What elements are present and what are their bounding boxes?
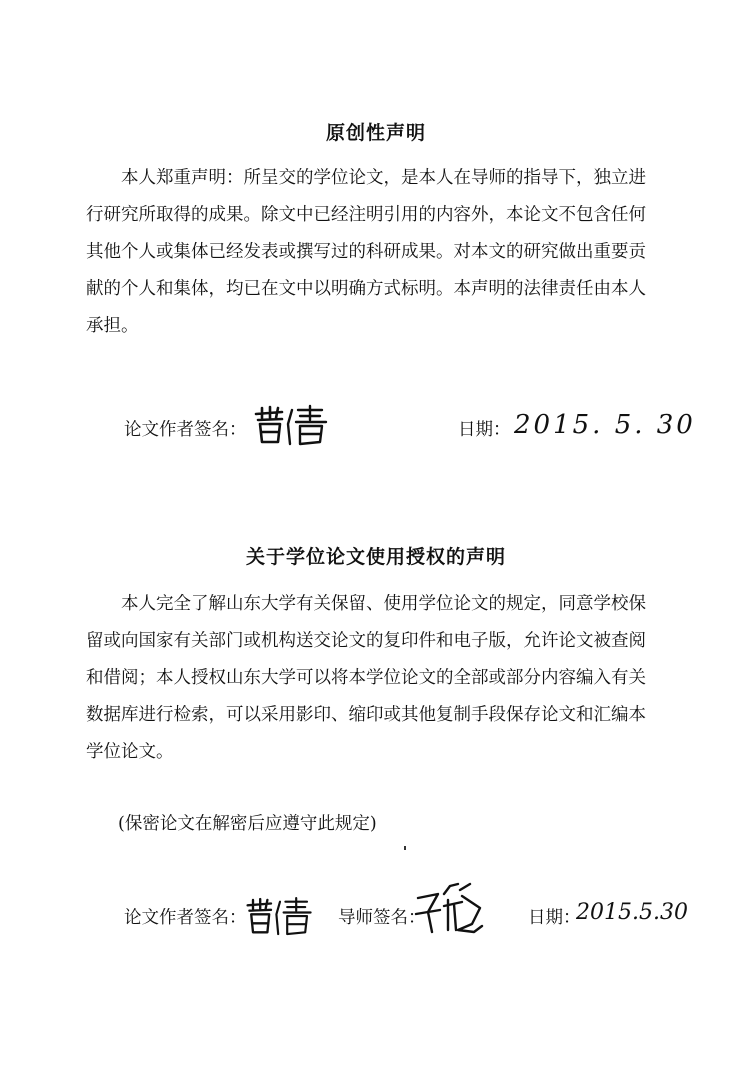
confidential-note: (保密论文在解密后应遵守此规定) [118,814,377,834]
author-signature-label-2: 论文作者签名： [124,908,247,928]
author-signature-handwriting-2 [244,894,316,940]
date-label-2: 日期： [528,908,581,928]
authorization-declaration-title: 关于学位论文使用授权的声明 [245,546,506,568]
authorization-signature-row [124,892,688,936]
date-handwriting: 2015. 5. 30 [514,410,696,440]
authorization-declaration-paragraph: 本人完全了解山东大学有关保留、使用学位论文的规定，同意学校保留或向国家有关部门或机构送交论文的复印件和电子版，允许论文被查阅和借阅；本人授权山东大学可以将本学位论文的全部或部分内容编入有关数据库进行检索，可以采用影印、缩印或其他复制手段保存论文和汇编本学位论文。 [86,594,646,762]
date-handwriting-2: 2015.5.30 [576,900,688,925]
scan-speck [404,846,406,850]
author-signature-label: 论文作者签名： [124,420,247,440]
originality-declaration-paragraph: 本人郑重声明：所呈交的学位论文，是本人在导师的指导下，独立进行研究所取得的成果。除文中已经注明引用的内容外，本论文不包含任何其他个人或集体已经发表或撰写过的科研成果。对本文的研究做出重要贡献的个人和集体，均已在文中以明确方式标明。本声明的法律责任由本人承担。 [86,168,646,336]
advisor-signature-label: 导师签名： [338,908,426,928]
author-signature-handwriting [252,404,332,448]
date-label: 日期： [458,420,511,440]
advisor-signature-handwriting [414,880,486,938]
originality-declaration-title: 原创性声明 [325,122,426,144]
originality-signature-row [124,404,696,448]
